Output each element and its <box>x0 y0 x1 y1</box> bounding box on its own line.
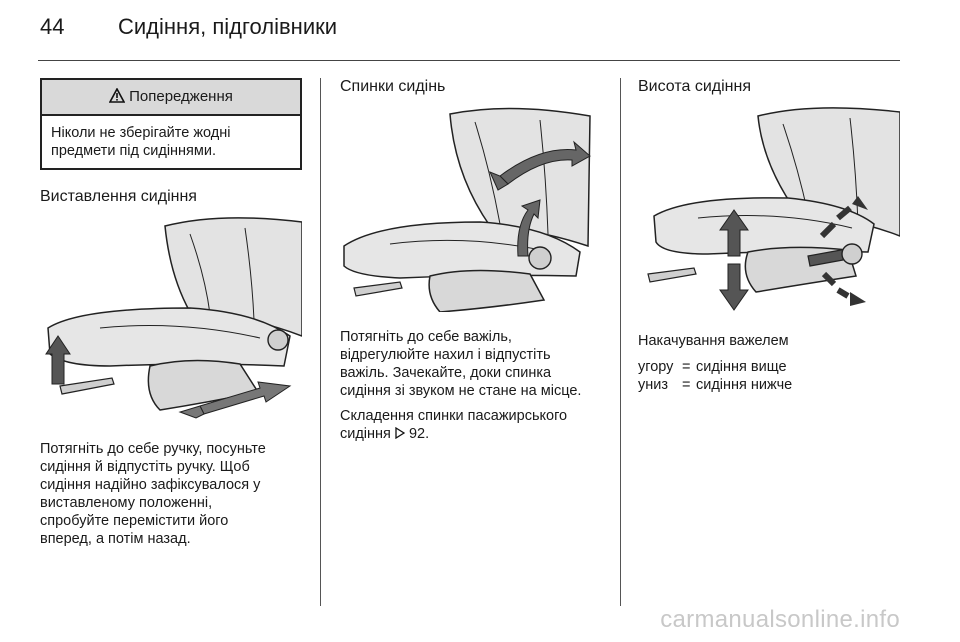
seat-height-illustration <box>638 106 900 314</box>
height-table <box>638 358 792 394</box>
backrest-fold-paragraph <box>340 407 602 443</box>
row-term: униз <box>638 377 669 393</box>
section-heading-backrest: Спинки сидінь <box>340 78 446 95</box>
seat-adjust-illustration <box>40 216 302 424</box>
adjust-line-1: Потягніть до себе ручку, посуньте <box>40 441 266 457</box>
backrest-line-1: Потягніть до себе важіль, <box>340 329 512 345</box>
height-intro: Накачування важелем <box>638 333 789 349</box>
warning-header <box>42 80 300 116</box>
adjust-line-2: сидіння й відпустіть ручку. Щоб <box>40 459 250 475</box>
section-heading-adjust: Виставлення сидіння <box>40 188 197 205</box>
row-eq: = <box>682 377 691 393</box>
table-row <box>638 358 792 376</box>
row-desc: сидіння вище <box>696 359 787 375</box>
column-divider-1 <box>320 78 321 606</box>
column-right <box>638 78 900 394</box>
page-reference[interactable]: 92. <box>408 426 430 442</box>
page-header <box>40 14 337 40</box>
backrest-line-2: відрегулюйте нахил і відпустіть <box>340 347 551 363</box>
table-row <box>638 376 792 394</box>
column-divider-2 <box>620 78 621 606</box>
row-desc: сидіння нижче <box>696 377 793 393</box>
adjust-paragraph <box>40 440 302 548</box>
header-rule <box>38 60 900 61</box>
adjust-line-5: спробуйте перемістити його <box>40 513 229 529</box>
fold-line-2 <box>340 425 602 443</box>
watermark: carmanualsonline.info <box>660 606 900 633</box>
page-number: 44 <box>40 14 65 39</box>
backrest-paragraph <box>340 328 602 400</box>
page-title: Сидіння, підголівники <box>118 14 338 39</box>
warning-text: Ніколи не зберігайте жодні предмети під сидіннями. <box>51 125 231 159</box>
row-term: угору <box>638 359 674 375</box>
section-heading-height: Висота сидіння <box>638 78 751 95</box>
adjust-line-4: виставленому положенні, <box>40 495 213 511</box>
height-paragraph <box>638 332 900 394</box>
page-reference-icon <box>395 427 405 439</box>
warning-triangle-icon <box>109 88 125 103</box>
fold-line-1: Складення спинки пасажирського <box>340 408 568 424</box>
column-middle <box>340 78 602 443</box>
backrest-line-3: важіль. Зачекайте, доки спинка <box>340 365 552 381</box>
column-left <box>40 78 302 548</box>
fold-line-2-text: сидіння <box>340 426 391 442</box>
adjust-line-6: вперед, а потім назад. <box>40 531 191 547</box>
warning-box <box>40 78 302 170</box>
warning-label: Попередження <box>129 88 233 105</box>
adjust-line-3: сидіння надійно зафіксувалося у <box>40 477 261 493</box>
backrest-line-4: сидіння зі звуком не стане на місце. <box>340 383 582 399</box>
backrest-illustration <box>340 106 602 312</box>
row-eq: = <box>682 359 691 375</box>
